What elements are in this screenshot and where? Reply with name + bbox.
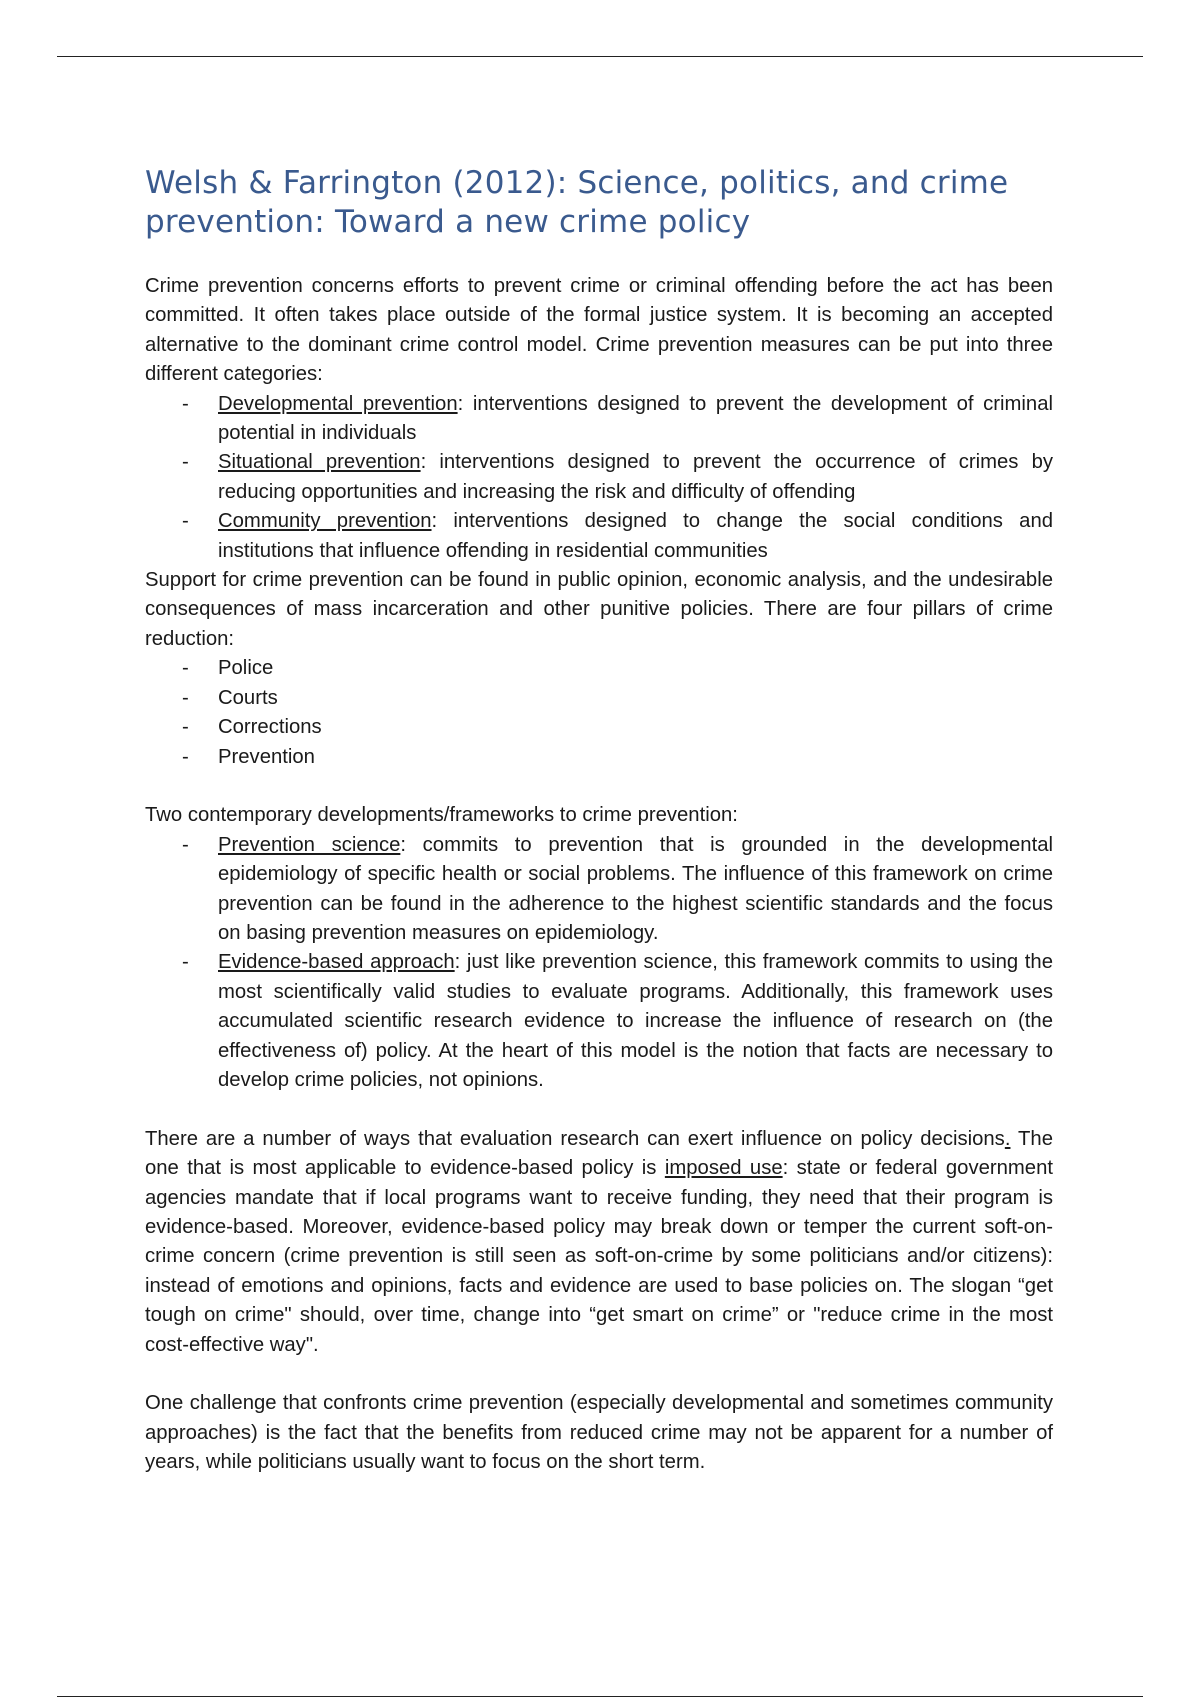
categories-list bbox=[145, 390, 1053, 566]
pillars-list bbox=[145, 654, 1053, 772]
term: Situational prevention bbox=[218, 451, 421, 474]
term: imposed use bbox=[664, 1157, 783, 1180]
term: Developmental prevention bbox=[218, 392, 458, 415]
list-item: - Developmental prevention: interventions designed to prevent the development of criminal potential in individuals bbox=[182, 392, 1053, 445]
term: Prevention science bbox=[218, 833, 401, 856]
support-paragraph: Support for crime prevention can be found in public opinion, economic analysis, and the undesirable consequences of mass incarceration and other punitive policies. There are four pillars of crime reduction: bbox=[145, 569, 1053, 650]
frameworks-intro: Two contemporary developments/frameworks to crime prevention: bbox=[145, 804, 738, 827]
page-title: Welsh & Farrington (2012): Science, politics, and crime prevention: Toward a new crime policy bbox=[145, 165, 1009, 240]
footer-rule bbox=[57, 1696, 1143, 1697]
list-item: - Prevention science: commits to prevention that is grounded in the developmental epidemiology of specific health or social problems. The influence of this framework on crime prevention can be found in the adherence to the highest scientific standards and the focus on basing prevention measures on epidemiology. bbox=[182, 833, 1053, 944]
frameworks-list bbox=[145, 831, 1053, 1096]
challenge-paragraph: One challenge that confronts crime prevention (especially developmental and sometimes community approaches) is the fact that the benefits from reduced crime may not be apparent for a number of years, while politicians usually want to focus on the short term. bbox=[145, 1392, 1053, 1474]
document-body bbox=[145, 164, 1053, 1478]
list-item: - Prevention bbox=[182, 745, 315, 768]
evidence-policy-paragraph: There are a number of ways that evaluation research can exert influence on policy decisions. The one that is most applicable to evidence-based policy is imposed use: state or federal government agencies mandate that if local programs want to receive funding, they need that their program is evidence-based. Moreover, evidence-based policy may break down or temper the current soft-on-crime concern (crime prevention is still seen as soft-on-crime by some politicians and/or citizens): instead of emotions and opinions, facts and evidence are used to base policies on. The slogan “get tough on crime" should, over time, change into “get smart on crime” or "reduce crime in the most cost-effective way". bbox=[145, 1127, 1053, 1356]
list-item: - Police bbox=[182, 657, 274, 680]
intro-paragraph: Crime prevention concerns efforts to prevent crime or criminal offending before the act has been committed. It often takes place outside of the formal justice system. It is becoming an accepted alternative to the dominant crime control model. Crime prevention measures can be put into three different categories: bbox=[145, 275, 1053, 386]
list-item: - Situational prevention: interventions designed to prevent the occurrence of crimes by reducing opportunities and increasing the risk and difficulty of offending bbox=[182, 451, 1053, 503]
header-rule bbox=[57, 56, 1143, 57]
list-item: - Courts bbox=[182, 686, 278, 709]
list-item: - Corrections bbox=[182, 716, 322, 739]
list-item: - Community prevention: interventions designed to change the social conditions and institutions that influence offending in residential communities bbox=[182, 510, 1053, 562]
term: Evidence-based approach bbox=[218, 951, 455, 974]
list-item: - Evidence-based approach: just like prevention science, this framework commits to using the most scientifically valid studies to evaluate programs. Additionally, this framework uses accumulated scientific research evidence to increase the influence of research on (the effectiveness of) policy. At the heart of this model is the notion that facts are necessary to develop crime policies, not opinions. bbox=[182, 951, 1053, 1091]
term: Community prevention bbox=[218, 510, 432, 533]
